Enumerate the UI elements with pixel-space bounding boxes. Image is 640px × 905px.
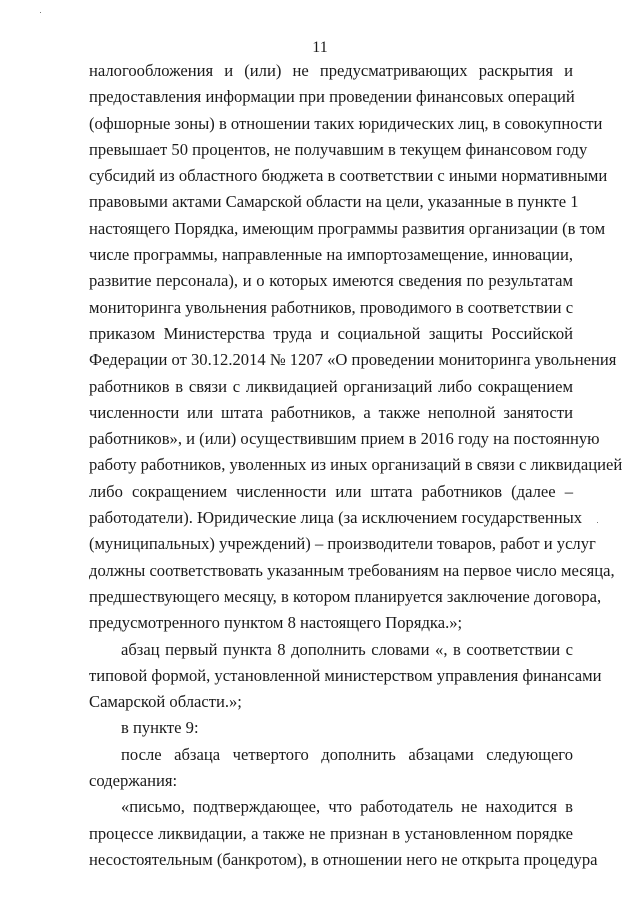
text-line: работников в связи с ликвидацией организаций либо сокращением	[89, 376, 573, 396]
text-line: после абзаца четвертого дополнить абзацами следующего	[121, 744, 573, 764]
text-line: абзац первый пункта 8 дополнить словами «, в соответствии с	[121, 639, 573, 659]
text-line: либо сокращением численности или штата работников (далее –	[89, 481, 573, 501]
text-line: предшествующего месяцу, в котором планируется заключение договора,	[89, 586, 602, 606]
text-line: Федерации от 30.12.2014 № 1207 «О проведении мониторинга увольнения	[89, 350, 617, 370]
document-body	[89, 58, 623, 873]
text-line: в пункте 9:	[121, 718, 199, 738]
scan-speck	[597, 522, 598, 523]
text-line: превышает 50 процентов, не получавшим в текущем финансовом году	[89, 139, 588, 159]
text-line: должны соответствовать указанным требованиям на первое число месяца,	[89, 560, 615, 580]
text-line: (муниципальных) учреждений) – производители товаров, работ и услуг	[89, 534, 596, 554]
text-line: работодатели). Юридические лица (за исключением государственных	[89, 508, 583, 528]
text-line: настоящего Порядка, имеющим программы развития организации (в том	[89, 218, 606, 238]
text-line: правовыми актами Самарской области на цели, указанные в пункте 1	[89, 192, 579, 212]
text-line: числе программы, направленные на импортозамещение, инновации,	[89, 245, 573, 265]
text-line: процессе ликвидации, а также не признан в установленном порядке	[89, 823, 573, 843]
text-line: работу работников, уволенных из иных организаций в связи с ликвидацией	[89, 455, 623, 475]
text-line: развитие персонала), и о которых имеются сведения по результатам	[89, 271, 573, 291]
text-line: предоставления информации при проведении финансовых операций	[89, 87, 575, 107]
text-line: субсидий из областного бюджета в соответствии с иными нормативными	[89, 166, 608, 186]
text-line: мониторинга увольнения работников, проводимого в соответствии с	[89, 297, 574, 317]
text-line: «письмо, подтверждающее, что работодатель не находится в	[121, 797, 573, 817]
text-line: (офшорные зоны) в отношении таких юридических лиц, в совокупности	[89, 113, 603, 133]
text-line: типовой формой, установленной министерством управления финансами	[89, 665, 602, 685]
text-line: предусмотренного пунктом 8 настоящего Порядка.»;	[89, 613, 463, 633]
text-line: Самарской области.»;	[89, 692, 242, 712]
text-line: несостоятельным (банкротом), в отношении него не открыта процедура	[89, 849, 598, 869]
page-number: 11	[312, 39, 328, 56]
text-line: налогообложения и (или) не предусматривающих раскрытия и	[89, 61, 573, 80]
text-line: работников», и (или) осуществившим прием в 2016 году на постоянную	[89, 429, 600, 449]
text-line: приказом Министерства труда и социальной защиты Российской	[89, 323, 573, 343]
text-line: содержания:	[89, 771, 178, 791]
text-line: численности или штата работников, а также неполной занятости	[89, 402, 573, 422]
scan-speck	[40, 12, 41, 13]
